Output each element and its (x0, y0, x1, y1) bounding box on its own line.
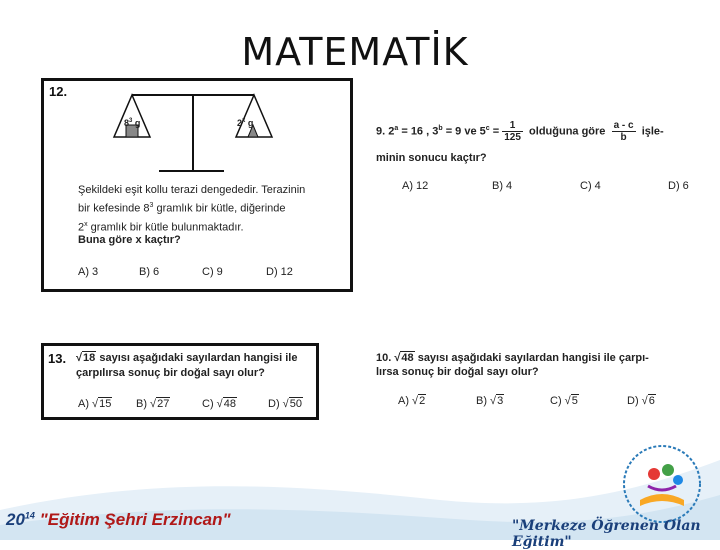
education-directorate-logo (618, 440, 706, 528)
question-12-text: Şekildeki eşit kollu terazi dengededir. Terazinin bir kefesinde $8^3$ gramlık bir kütle, diğerinde 2$^x$ gramlık bir kütle bulunmaktadır. (78, 184, 306, 234)
option-b: B) √3 (476, 395, 504, 407)
question-12-box (41, 78, 353, 292)
fraction-1-over-125: $\frac{1}{125}$ (504, 120, 521, 143)
option-a: A) √2 (398, 395, 426, 407)
option-c: C) √5 (550, 395, 578, 407)
slide-title: MATEMATİK (241, 30, 469, 74)
question-13-box (41, 343, 319, 420)
question-9-line2: minin sonucu kaçtır? (376, 152, 487, 164)
fraction-a-minus-c-over-b: $\frac{a - c}{b}$ (613, 120, 634, 143)
question-12-prompt: Buna göre x kaçtır? (78, 234, 181, 246)
question-10-text: 10. √48 sayısı aşağıdaki sayılardan hangisi ile çarpı- lırsa sonuç bir doğal sayı olur? (376, 352, 649, 378)
option-b: B) 4 (492, 180, 513, 192)
option-d: D) √50 (268, 398, 302, 410)
option-b: B) 6 (139, 266, 160, 278)
option-c: C) 9 (202, 266, 223, 278)
left-weight-label: $8^3$ g (124, 118, 141, 128)
right-weight-label: 2$^x$ g (237, 118, 254, 128)
option-b: B) √27 (136, 398, 170, 410)
option-a: A) √15 (78, 398, 112, 410)
option-a: A) 3 (78, 266, 99, 278)
question-9-line1: 9. $2^a = 16$ , $3^b = 9$ ve $5^c$ = $\frac{1}{125}$ olduğuna göre $\frac{a - c}{b}$ işle- (376, 120, 664, 143)
option-d: D) √6 (627, 395, 655, 407)
question-number: 12. (49, 84, 68, 99)
option-c: C) √48 (202, 398, 236, 410)
question-13-text: √18 sayısı aşağıdaki sayılardan hangisi ile çarpılırsa sonuç bir doğal sayı olur? (76, 352, 298, 379)
balance-scale-figure (104, 85, 284, 177)
option-c: C) 4 (580, 180, 601, 192)
question-number: 13. (48, 351, 67, 366)
footer-motto: "Merkeze Öğrenen Olan Eğitim" (512, 518, 701, 550)
option-d: D) 12 (266, 266, 293, 278)
option-d: D) 6 (668, 180, 689, 192)
option-a: A) 12 (402, 180, 429, 192)
footer-slogan: $20^{14}$ "Eğitim Şehri Erzincan" (6, 510, 231, 529)
